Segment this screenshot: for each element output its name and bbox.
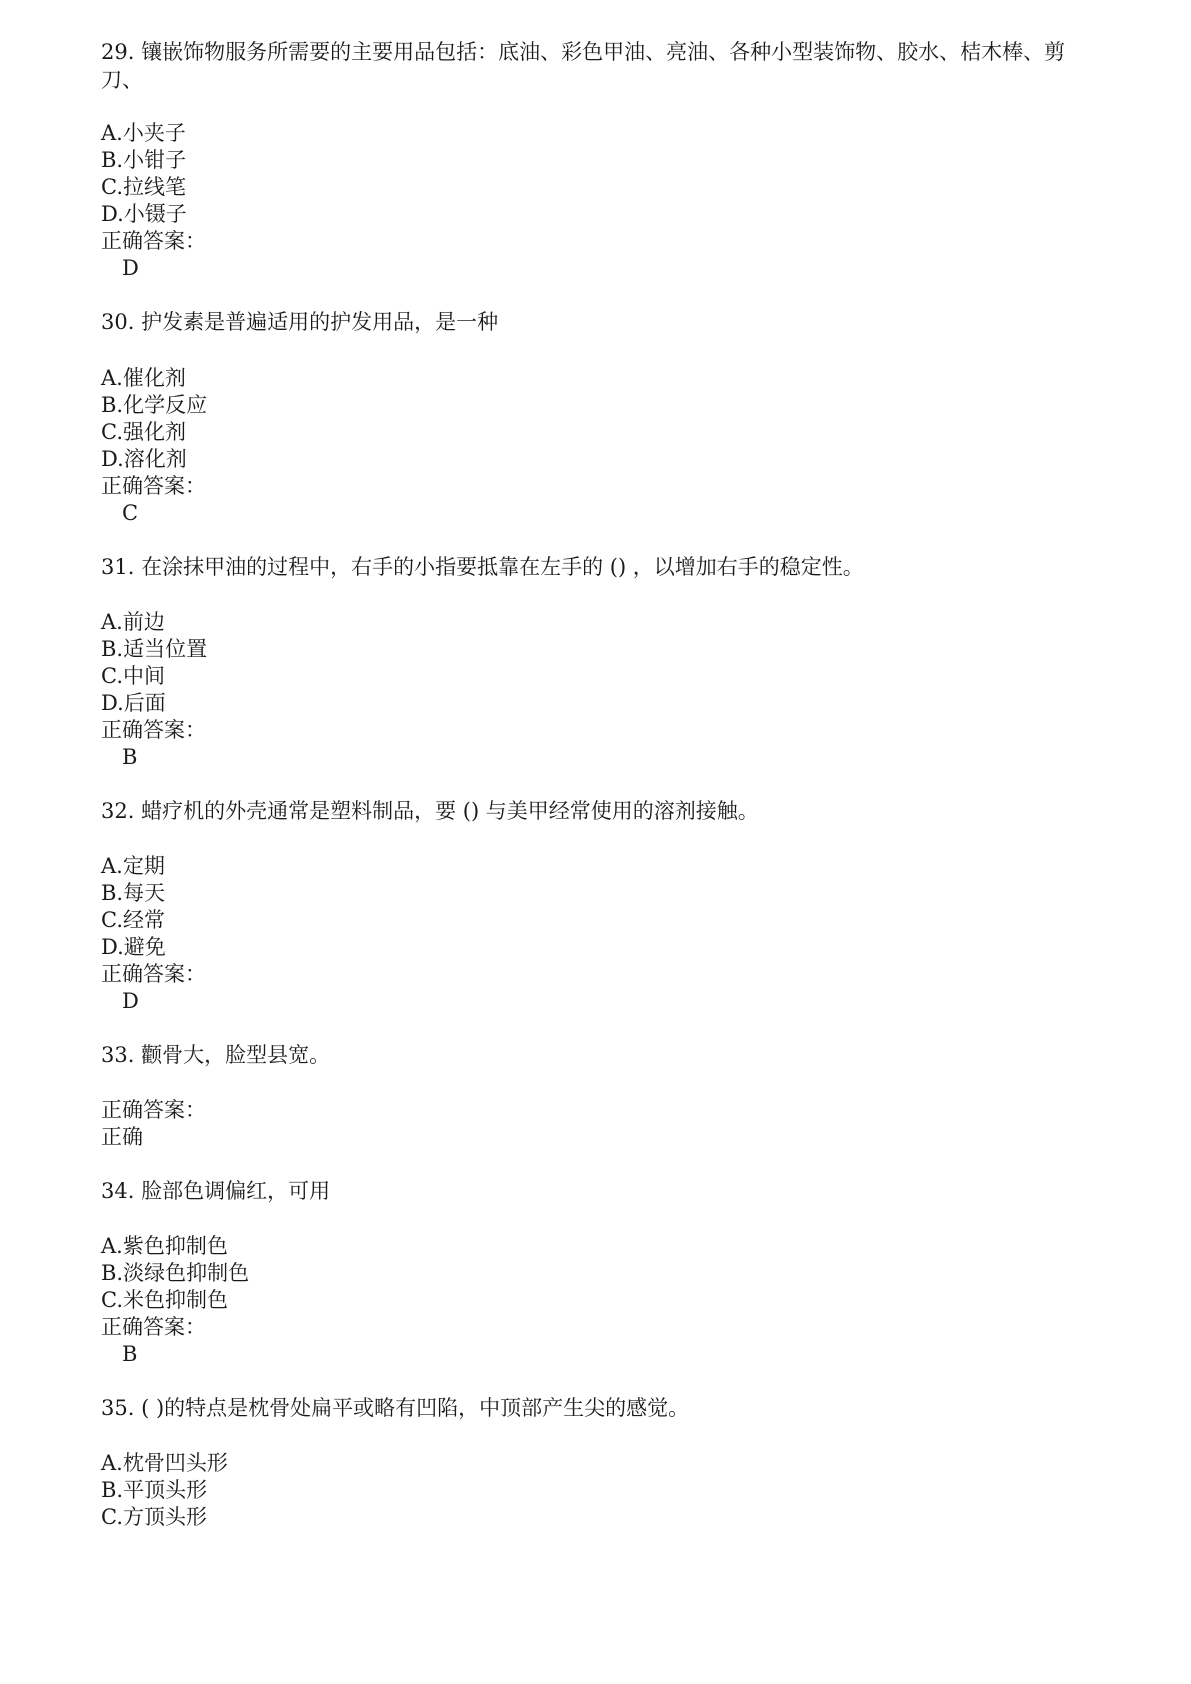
question-35-option-c: C.方顶头形 bbox=[101, 1505, 207, 1529]
question-33-answer: 正确 bbox=[101, 1125, 143, 1149]
question-35-stem: 35. ( )的特点是枕骨处扁平或略有凹陷，中顶部产生尖的感觉。 bbox=[101, 1396, 690, 1420]
question-34-stem: 34. 脸部色调偏红，可用 bbox=[101, 1179, 331, 1203]
question-30-option-d: D.溶化剂 bbox=[101, 447, 187, 471]
question-32-stem: 32. 蜡疗机的外壳通常是塑料制品，要 () 与美甲经常使用的溶剂接触。 bbox=[101, 799, 759, 823]
question-34-option-c: C.米色抑制色 bbox=[101, 1288, 228, 1312]
question-31-option-c: C.中间 bbox=[101, 664, 165, 688]
question-29-stem: 29. 镶嵌饰物服务所需要的主要用品包括：底油、彩色甲油、亮油、各种小型装饰物、胶水、桔木棒、剪刀、 bbox=[101, 40, 1066, 92]
question-32-option-c: C.经常 bbox=[101, 908, 165, 932]
question-34-option-b: B.淡绿色抑制色 bbox=[101, 1261, 250, 1285]
question-30-option-a: A.催化剂 bbox=[101, 366, 186, 390]
question-32-answer-label: 正确答案： bbox=[101, 962, 206, 986]
question-35-option-b: B.平顶头形 bbox=[101, 1478, 208, 1502]
question-31-option-d: D.后面 bbox=[101, 691, 166, 715]
question-33-stem: 33. 颧骨大，脸型县宽。 bbox=[101, 1043, 331, 1067]
question-29-answer: D bbox=[122, 256, 139, 280]
question-29-option-a: A.小夹子 bbox=[101, 121, 186, 145]
question-30-answer: C bbox=[122, 501, 139, 525]
question-30-answer-label: 正确答案： bbox=[101, 474, 206, 498]
question-29-option-d: D.小镊子 bbox=[101, 202, 187, 226]
question-33-answer-label: 正确答案： bbox=[101, 1098, 206, 1122]
question-29-option-c: C.拉线笔 bbox=[101, 175, 186, 199]
question-30-stem: 30. 护发素是普遍适用的护发用品，是一种 bbox=[101, 310, 499, 334]
question-34-option-a: A.紫色抑制色 bbox=[101, 1234, 228, 1258]
question-29-answer-label: 正确答案： bbox=[101, 229, 206, 253]
question-32-option-d: D.避免 bbox=[101, 935, 166, 959]
question-32-option-a: A.定期 bbox=[101, 854, 165, 878]
question-32-answer: D bbox=[122, 989, 139, 1013]
question-31-option-a: A.前边 bbox=[101, 610, 165, 634]
question-31-option-b: B.适当位置 bbox=[101, 637, 208, 661]
question-35-option-a: A.枕骨凹头形 bbox=[101, 1451, 228, 1475]
question-34-answer: B bbox=[122, 1342, 138, 1366]
question-32-option-b: B.每天 bbox=[101, 881, 166, 905]
question-31-stem: 31. 在涂抹甲油的过程中，右手的小指要抵靠在左手的 () ，以增加右手的稳定性。 bbox=[101, 555, 864, 579]
question-30-option-b: B.化学反应 bbox=[101, 393, 208, 417]
question-31-answer: B bbox=[122, 745, 138, 769]
question-29-option-b: B.小钳子 bbox=[101, 148, 187, 172]
question-34-answer-label: 正确答案： bbox=[101, 1315, 206, 1339]
question-30-option-c: C.强化剂 bbox=[101, 420, 186, 444]
question-31-answer-label: 正确答案： bbox=[101, 718, 206, 742]
